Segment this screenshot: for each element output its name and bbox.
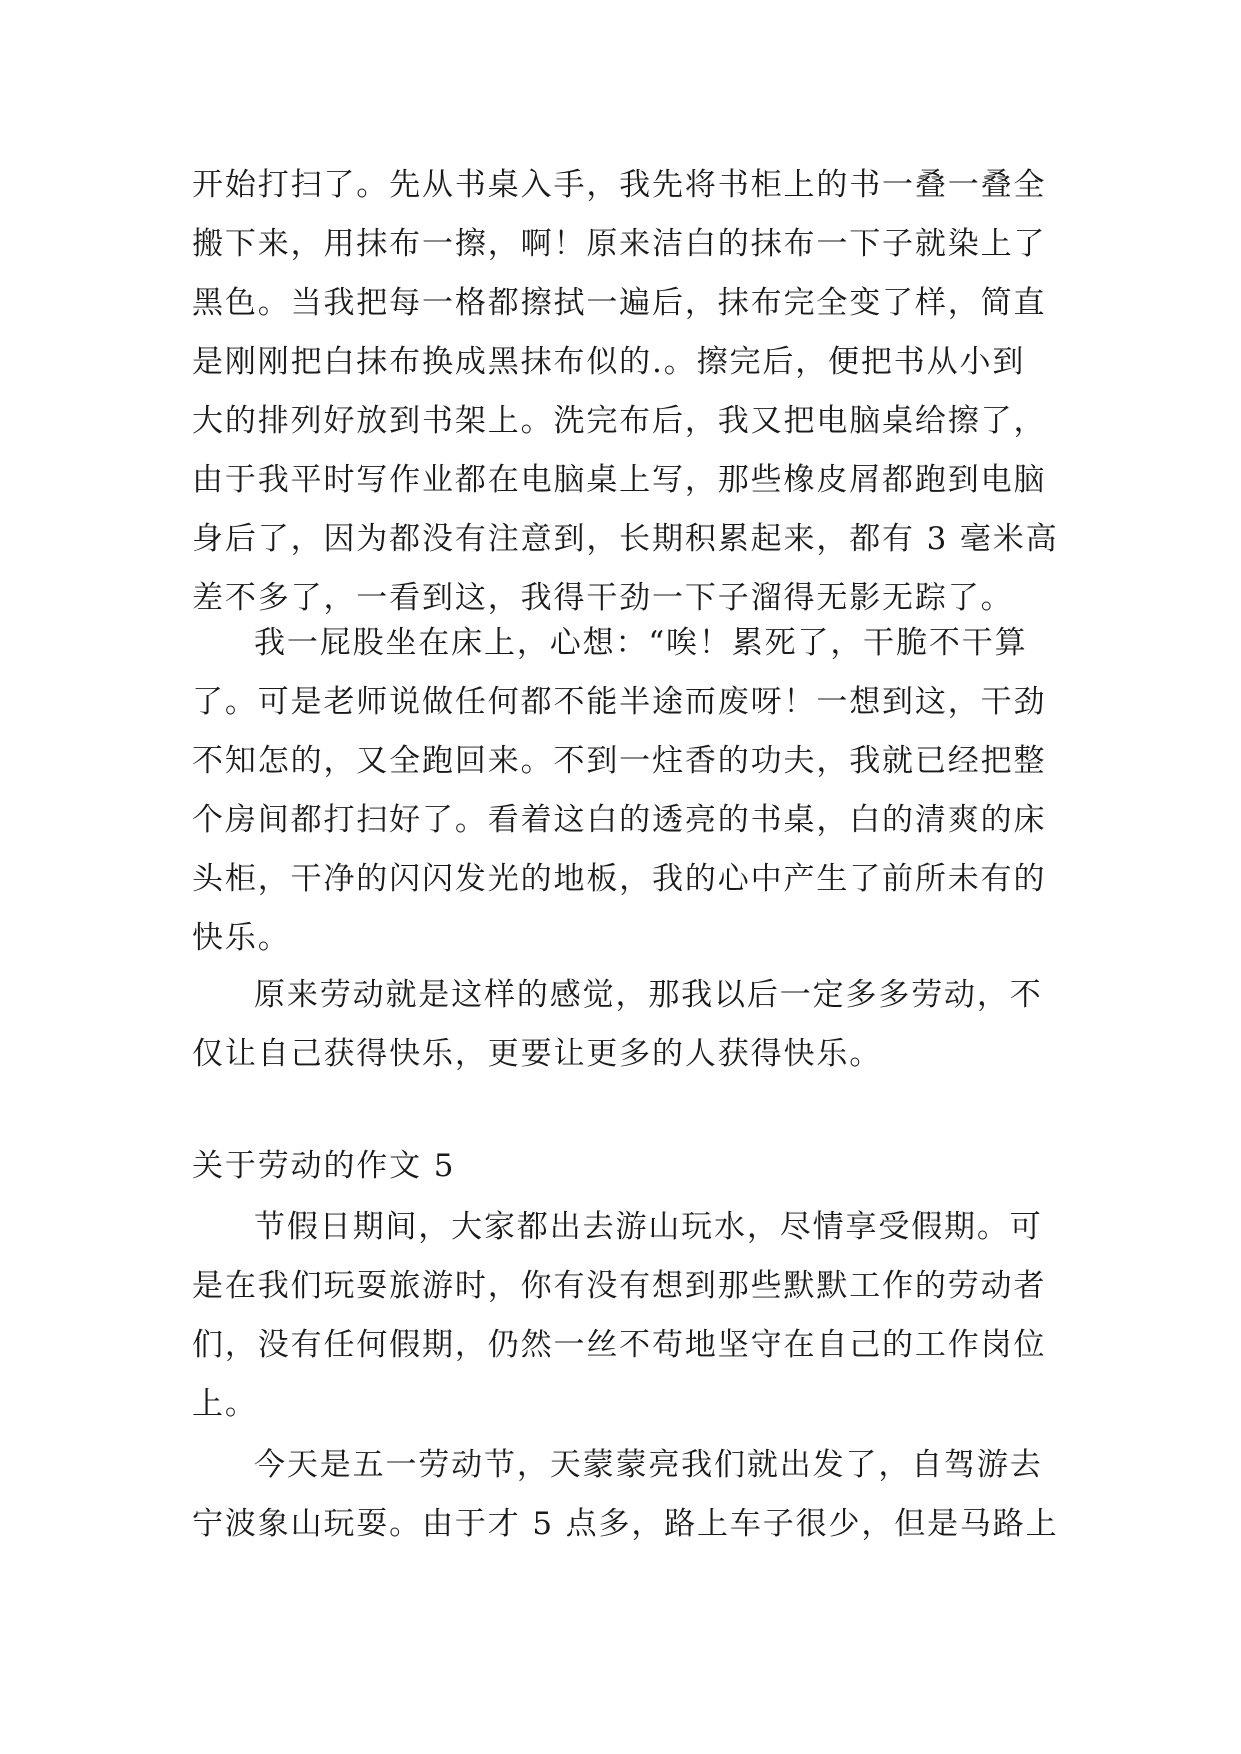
section-title: 关于劳动的作文 5 bbox=[192, 1148, 456, 1184]
paragraph-5 bbox=[192, 1436, 1059, 1554]
text-line: 大的排列好放到书架上。洗完布后，我又把电脑桌给擦了， bbox=[192, 403, 1047, 439]
text-line: 黑色。当我把每一格都擦拭一遍后，抹布完全变了样，简直 bbox=[192, 285, 1047, 321]
paragraph-2 bbox=[192, 614, 1054, 968]
text-line: 我一屁股坐在床上，心想：“唉！累死了，干脆不干算 bbox=[254, 625, 1028, 661]
text-line: 是在我们玩耍旅游时，你有没有想到那些默默工作的劳动者 bbox=[192, 1268, 1047, 1304]
text-line: 开始打扫了。先从书桌入手，我先将书柜上的书一叠一叠全 bbox=[192, 167, 1047, 203]
text-line: 不知怎的，又全跑回来。不到一炷香的功夫，我就已经把整 bbox=[192, 743, 1047, 779]
text-line: 快乐。 bbox=[192, 920, 291, 956]
text-line: 们，没有任何假期，仍然一丝不苟地坚守在自己的工作岗位 bbox=[192, 1327, 1047, 1363]
text-line: 头柜，干净的闪闪发光的地板，我的心中产生了前所未有的 bbox=[192, 861, 1047, 897]
text-line: 由于我平时写作业都在电脑桌上写，那些橡皮屑都跑到电脑 bbox=[192, 462, 1047, 498]
text-line: 原来劳动就是这样的感觉，那我以后一定多多劳动，不 bbox=[254, 977, 1043, 1013]
text-line: 上。 bbox=[192, 1386, 258, 1422]
text-line: 身后了，因为都没有注意到，长期积累起来，都有 3 毫米高 bbox=[192, 521, 1059, 557]
paragraph-4 bbox=[192, 1198, 1054, 1434]
text-line: 个房间都打扫好了。看着这白的透亮的书桌，白的清爽的床 bbox=[192, 802, 1047, 838]
text-line: 仅让自己获得快乐，更要让更多的人获得快乐。 bbox=[192, 1036, 883, 1072]
text-line: 搬下来，用抹布一擦，啊！原来洁白的抹布一下子就染上了 bbox=[192, 226, 1047, 262]
text-line: 今天是五一劳动节，天蒙蒙亮我们就出发了，自驾游去 bbox=[254, 1447, 1043, 1483]
paragraph-3 bbox=[192, 966, 1054, 1084]
text-line: 了。可是老师说做任何都不能半途而废呀！一想到这，干劲 bbox=[192, 684, 1047, 720]
text-line: 节假日期间，大家都出去游山玩水，尽情享受假期。可 bbox=[254, 1209, 1043, 1245]
text-line: 差不多了，一看到这，我得干劲一下子溜得无影无踪了。 bbox=[192, 580, 1014, 616]
text-line: 是刚刚把白抹布换成黑抹布似的.。擦完后，便把书从小到 bbox=[192, 344, 1026, 380]
text-line: 宁波象山玩耍。由于才 5 点多，路上车子很少，但是马路上 bbox=[192, 1506, 1059, 1542]
paragraph-continued bbox=[192, 156, 1059, 628]
